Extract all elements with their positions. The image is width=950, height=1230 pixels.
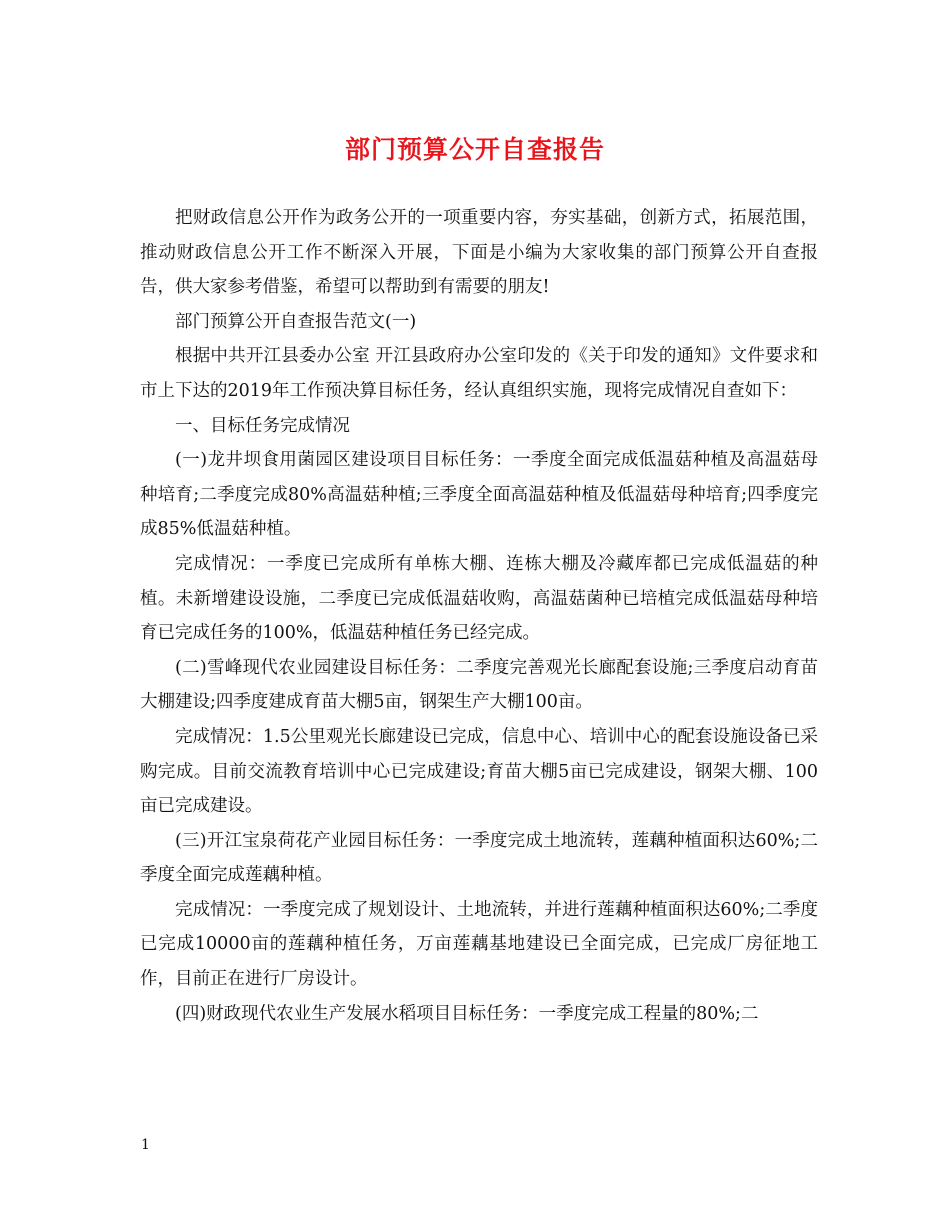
- paragraph-status-2: 完成情况：1.5公里观光长廊建设已完成，信息中心、培训中心的配套设施设备已采购完成。目前交流教育培训中心已完成建设;育苗大棚5亩已完成建设，钢架大棚、100亩已完成建设。: [140, 726, 818, 817]
- paragraph-basis: 根据中共开江县委办公室 开江县政府办公室印发的《关于印发的通知》文件要求和市上下达的2019年工作预决算目标任务，经认真组织实施，现将完成情况自查如下：: [140, 346, 818, 401]
- paragraph-intro: 把财政信息公开作为政务公开的一项重要内容，夯实基础，创新方式，拓展范围，推动财政信息公开工作不断深入开展，下面是小编为大家收集的部门预算公开自查报告，供大家参考借鉴，希望可以帮助到有需要的朋友!: [140, 208, 818, 298]
- paragraph-status-1: 完成情况：一季度已完成所有单栋大棚、连栋大棚及冷藏库都已完成低温菇的种植。未新增建设设施，二季度已完成低温菇收购，高温菇菌种已培植完成低温菇母种培育已完成任务的100%，低温菇种植任务已经完成。: [140, 553, 818, 644]
- paragraph-task-4: (四)财政现代农业生产发展水稻项目目标任务：一季度完成工程量的80%;二: [175, 1003, 759, 1024]
- paragraph-task-2: (二)雪峰现代农业园建设目标任务：二季度完善观光长廊配套设施;三季度启动育苗大棚建设;四季度建成育苗大棚5亩，钢架生产大棚100亩。: [140, 657, 818, 713]
- paragraph-sample-heading: 部门预算公开自查报告范文(一): [175, 311, 417, 332]
- paragraph-status-3: 完成情况：一季度完成了规划设计、土地流转，并进行莲藕种植面积达60%;二季度已完成10000亩的莲藕种植任务，万亩莲藕基地建设已全面完成，已完成厂房征地工作，目前正在进行厂房设计。: [140, 899, 818, 990]
- page-number: 1: [141, 1137, 150, 1153]
- page-title: 部门预算公开自查报告: [344, 135, 605, 164]
- paragraph-task-1: (一)龙井坝食用菌园区建设项目目标任务：一季度全面完成低温菇种植及高温菇母种培育;二季度完成80%高温菇种植;三季度全面高温菇种植及低温菇母种培育;四季度完成85%低温菇种植。: [140, 450, 818, 540]
- section-heading-targets: 一、目标任务完成情况: [175, 415, 350, 436]
- paragraph-task-3: (三)开江宝泉荷花产业园目标任务：一季度完成土地流转，莲藕种植面积达60%;二季度全面完成莲藕种植。: [140, 830, 818, 886]
- document-body: [140, 201, 818, 1031]
